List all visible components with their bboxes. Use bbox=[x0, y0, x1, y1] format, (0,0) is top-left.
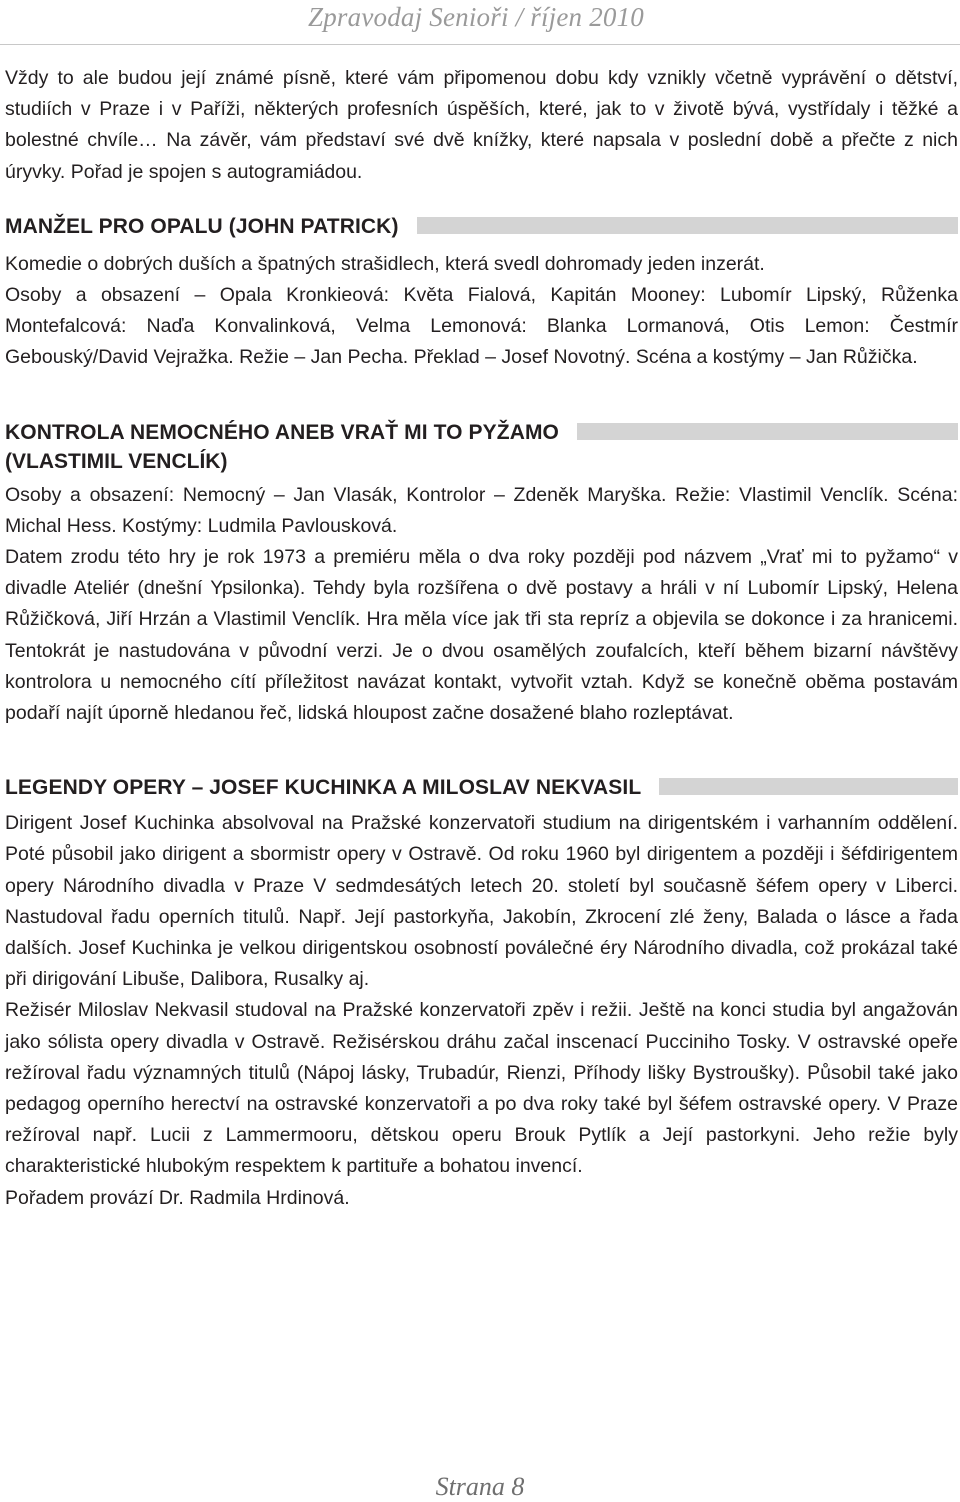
section-heading-row bbox=[5, 212, 958, 241]
section-legendy-opery bbox=[5, 773, 958, 1214]
section-manzel-pro-opalu bbox=[5, 212, 958, 374]
section-kontrola-nemocneho bbox=[5, 418, 958, 730]
intro-paragraph: Vždy to ale budou její známé písně, které vám připomenou dobu kdy vznikly včetně vyprávění o dětství, studiích v Praze i v Paříži, některých profesních úspěších, které, jak to v životě bývá, vystřídaly i těžké a bolestné chvíle… Na závěr, vám představí své dvě knížky, které napsala v poslední době a přečte z nich úryvky. Pořad je spojen s autogramiádou. bbox=[5, 67, 958, 183]
heading-accent-bar bbox=[417, 217, 958, 234]
section-paragraph: Dirigent Josef Kuchinka absolvoval na Pražské konzervatoři studium na dirigentském i varhanním oddělení. Poté působil jako dirigent a sbormistr opery v Ostravě. Od roku 1960 byl dirigentem a později i šéfdirigentem opery Národního divadla v Praze V sedmdesátých letech 20. století byl současně šéfem opery v Liberci. Nastudoval řadu operních titulů. Např. Její pastorkyňa, Jakobín, Zkrocení zlé ženy, Balada o lásce a řada dalších. Josef Kuchinka je velkou dirigentskou osobností poválečné éry Národního divadla, což prokázal také při dirigování Libuše, Dalibora, Rusalky aj. bbox=[5, 812, 958, 991]
section-heading: KONTROLA NEMOCNÉHO ANEB VRAŤ MI TO PYŽAMO bbox=[5, 420, 559, 444]
section-paragraph: Datem zrodu této hry je rok 1973 a premiéru měla o dva roky později pod názvem „Vrať mi to pyžamo“ v divadle Ateliér (dnešní Ypsilonka). Tehdy byla rozšířena o dvě postavy a hráli v ní Lubomír Lipský, Helena Růžičková, Jiří Hrzán a Vlastimil Venclík. Hra měla více jak tři sta repríz a objevila se dokonce i za hranicemi. Tentokrát je nastudována v původní verzi. Je o dvou osamělých zoufalcích, kteří během bizarní návštěvy kontrolora u nemocného cítí příležitost navázat kontakt, vytvořit vztah. Když se konečně oběma postavám podaří najít úporně hledanou řeč, lidská hloupost začne dosažené blaho rozleptávat. bbox=[5, 546, 958, 725]
heading-accent-bar bbox=[659, 778, 958, 795]
section-paragraph: Režisér Miloslav Nekvasil studoval na Pražské konzervatoři zpěv i režii. Ještě na konci studia byl angažován jako sólista opery divadla v Ostravě. Režisérskou dráhu začal inscenací Pucciniho Tosky. V ostravské opeře režíroval řadu významných titulů (Nápoj lásky, Trubadúr, Rienzi, Příhody lišky Bystroušky). Působil také jako pedagog operního herectví na ostravské konzervatoři a po dva roky také byl šéfem ostravské opery. V Praze režíroval např. Lucii z Lammermooru, dětskou operu Brouk Pytlík a Její pastorkyni. Jeho režie byly charakteristické hlubokým respektem k partituře a bohatou invencí. bbox=[5, 999, 958, 1178]
section-heading: MANŽEL PRO OPALU (JOHN PATRICK) bbox=[5, 214, 399, 238]
page-number: Strana 8 bbox=[435, 1472, 525, 1501]
publication-title: Zpravodaj Senioři / říjen 2010 bbox=[308, 2, 644, 32]
section-heading-row bbox=[5, 418, 958, 447]
header-divider bbox=[0, 44, 960, 45]
section-heading-row bbox=[5, 773, 958, 802]
article-body bbox=[5, 63, 958, 1214]
section-heading-author: (VLASTIMIL VENCLÍK) bbox=[5, 449, 228, 473]
heading-accent-bar bbox=[577, 423, 958, 440]
section-paragraph: Pořadem provází Dr. Radmila Hrdinová. bbox=[5, 1186, 350, 1209]
section-paragraph: Osoby a obsazení – Opala Kronkieová: Květa Fialová, Kapitán Mooney: Lubomír Lipský, Růženka Montefalcová: Naďa Konvalinková, Velma Lemonová: Blanka Lormanová, Otis Lemon: Čestmír Gebouský/David Vejražka. Režie – Jan Pecha. Překlad – Josef Novotný. Scéna a kostýmy – Jan Růžička. bbox=[5, 284, 958, 369]
section-paragraph: Komedie o dobrých duších a špatných strašidlech, která svedl dohromady jeden inzerát. bbox=[5, 252, 765, 275]
page-header bbox=[0, 0, 960, 40]
section-heading: LEGENDY OPERY – JOSEF KUCHINKA A MILOSLAV NEKVASIL bbox=[5, 776, 642, 800]
section-paragraph: Osoby a obsazení: Nemocný – Jan Vlasák, Kontrolor – Zdeněk Maryška. Režie: Vlastimil Venclík. Scéna: Michal Hess. Kostýmy: Ludmila Pavlousková. bbox=[5, 483, 958, 537]
